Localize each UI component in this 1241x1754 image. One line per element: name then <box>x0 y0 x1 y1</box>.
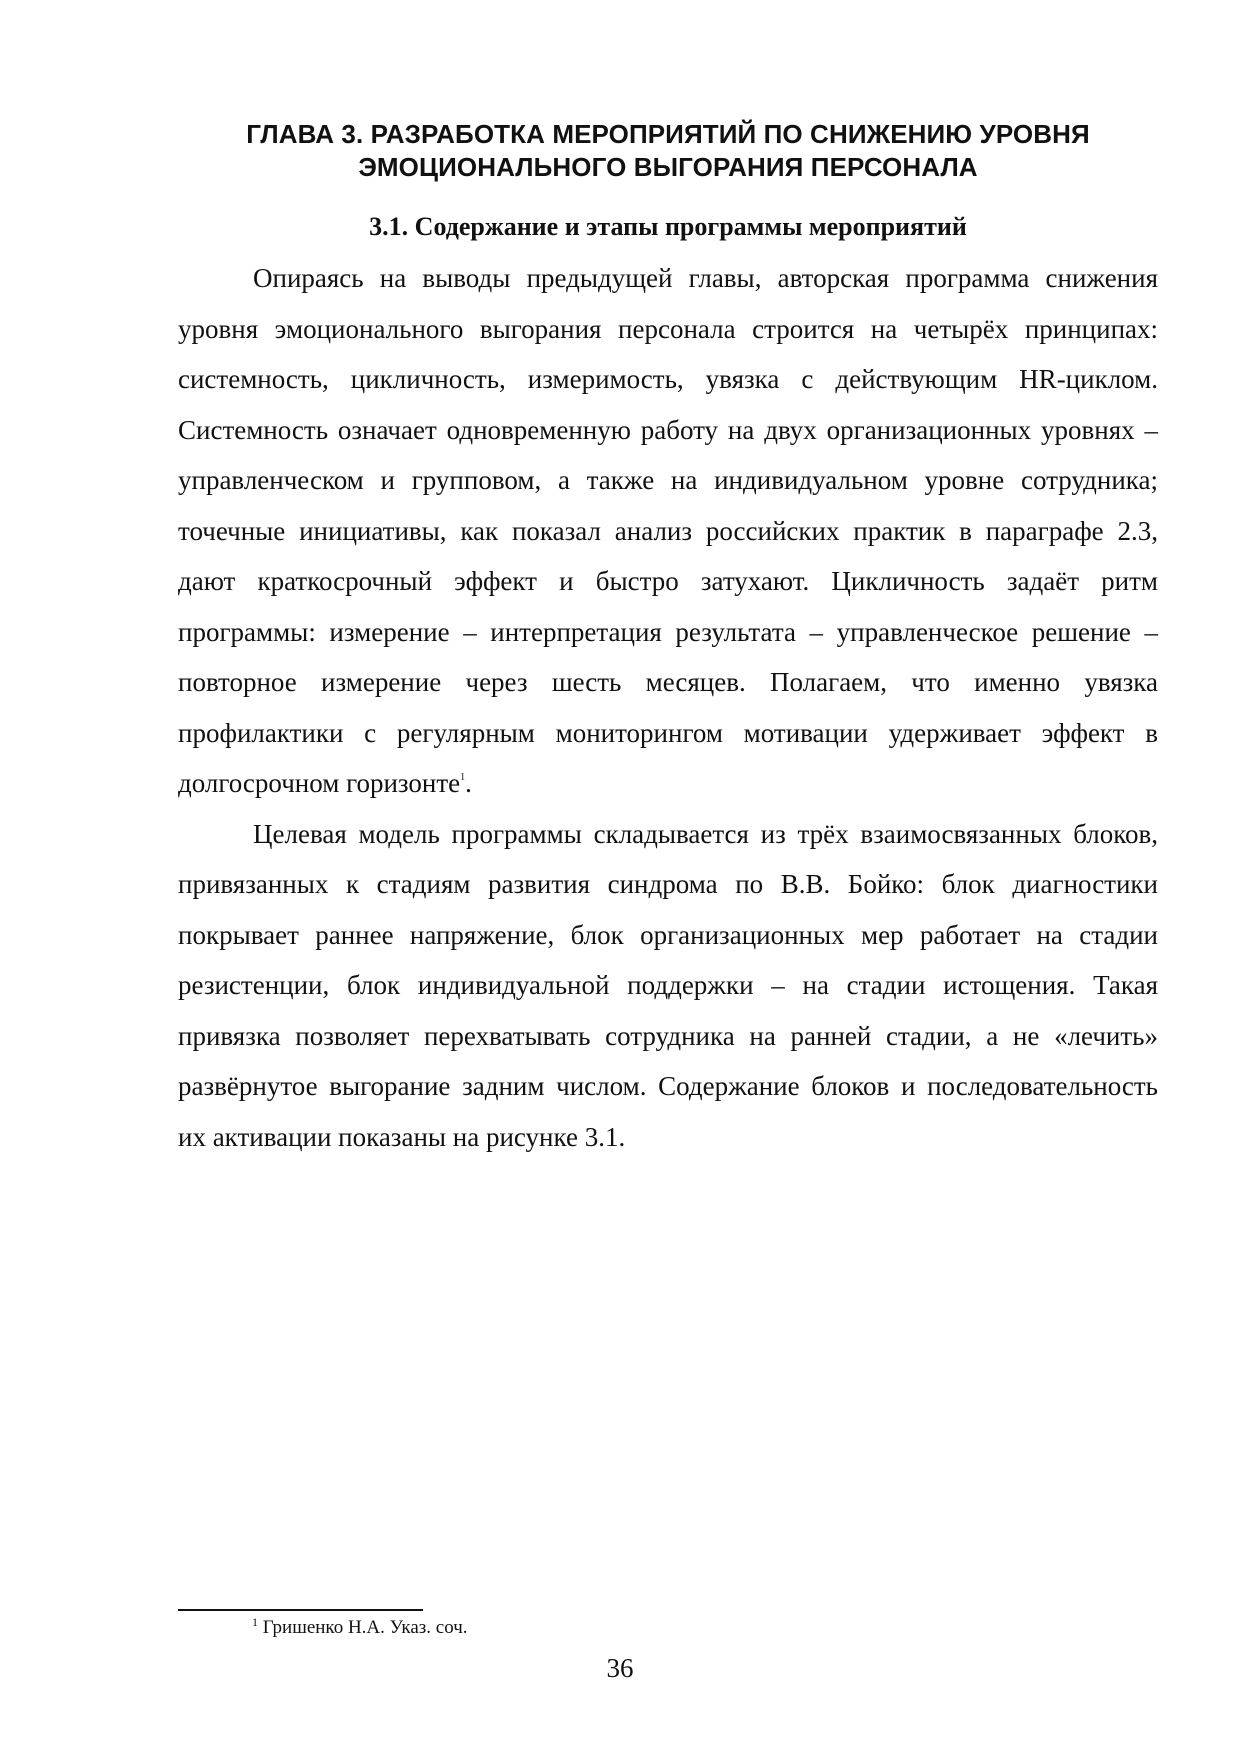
paragraph-1-tail: . <box>465 768 472 798</box>
footnote-text: Гришенко Н.А. Указ. соч. <box>258 1617 468 1638</box>
footnote <box>252 1616 468 1640</box>
chapter-title-line-1: ГЛАВА 3. РАЗРАБОТКА МЕРОПРИЯТИЙ ПО СНИЖЕНИЮ УРОВНЯ <box>246 119 1090 149</box>
paragraph-2: Целевая модель программы складывается из трёх взаимосвязанных блоков, привязанных к стадиям развития синдрома по В.В. Бойко: блок диагностики покрывает раннее напряжение, блок организационных мер работает на стадии резистенции, блок индивидуальной поддержки – на стадии истощения. Такая привязка позволяет перехватывать сотрудника на ранней стадии, а не «лечить» развёрнутое выгорание задним числом. Содержание блоков и последовательность их активации показаны на рисунке 3.1. <box>178 818 1158 1152</box>
footnote-separator <box>178 1609 423 1611</box>
footnote-marker: 1 <box>252 1615 258 1629</box>
chapter-title <box>178 118 1158 184</box>
chapter-title-line-2: ЭМОЦИОНАЛЬНОГО ВЫГОРАНИЯ ПЕРСОНАЛА <box>358 152 978 182</box>
page-number: 36 <box>606 1653 634 1683</box>
body-text <box>178 253 1158 1162</box>
paragraph-1 <box>178 253 1158 809</box>
footnote-reference[interactable]: 1 <box>460 772 466 783</box>
section-title: 3.1. Содержание и этапы программы мероприятий <box>369 212 967 241</box>
paragraph-1-text: Опираясь на выводы предыдущей главы, авторская программа снижения уровня эмоционального выгорания персонала строится на четырёх принципах: системность, цикличность, измеримость, увязка с действующим HR-циклом. Системность означает одновременную работу на двух организационных уровнях – управленческом и групповом, а также на индивидуальном уровне сотрудника; точечные инициативы, как показал анализ российских практик в параграфе 2.3, дают краткосрочный эффект и быстро затухают. Цикличность задаёт ритм программы: измерение – интерпретация результата – управленческое решение – повторное измерение через шесть месяцев. Полагаем, что именно увязка профилактики с регулярным мониторингом мотивации удерживает эффект в долгосрочном горизонте <box>178 263 1158 798</box>
